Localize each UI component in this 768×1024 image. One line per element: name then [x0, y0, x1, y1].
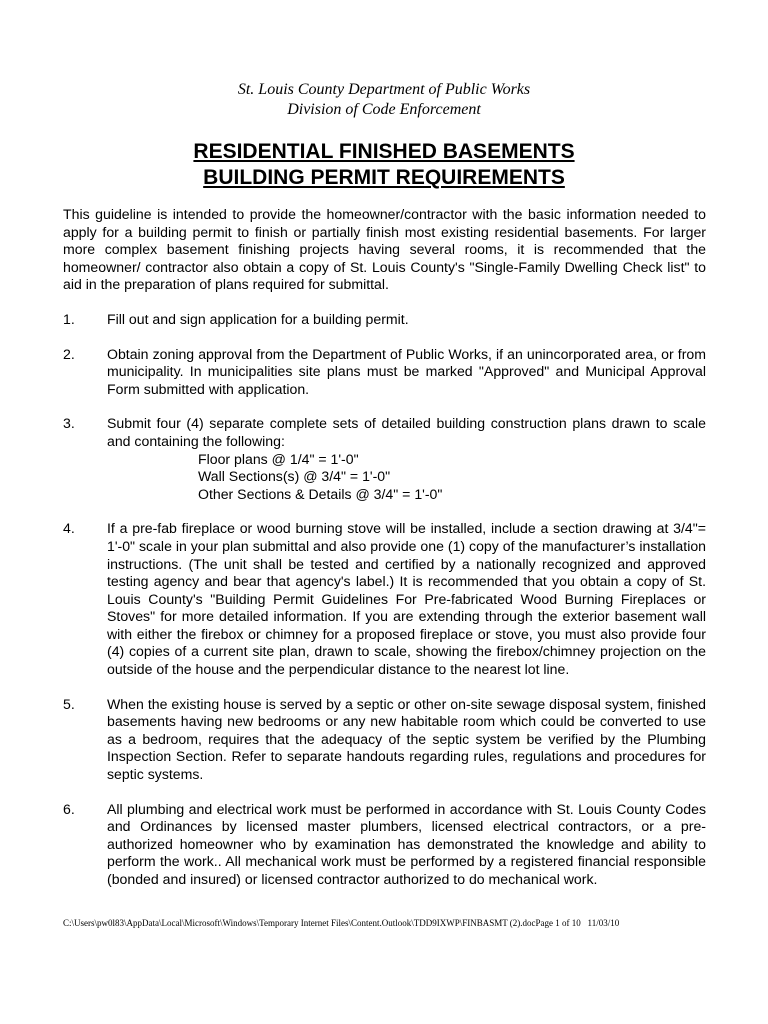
item-number: 2.	[63, 345, 75, 362]
requirement-item-5	[63, 696, 706, 784]
footer-date: 11/03/10	[587, 918, 620, 928]
document-title	[0, 139, 768, 191]
page-footer	[63, 918, 619, 928]
item-number: 6.	[63, 800, 75, 817]
intro-paragraph: This guideline is intended to provide the homeowner/contractor with the basic information needed to apply for a building permit to finish or partially finish most existing residential basements. For larger more complex basement finishing projects having several rooms, it is recommended that the homeowner/ contractor also obtain a copy of St. Louis County's "Single-Family Dwelling Check list" to aid in the preparation of plans required for submittal.	[63, 206, 706, 293]
item-text: Submit four (4) separate complete sets of detailed building construction plans drawn to scale and containing the following:	[107, 415, 706, 449]
item-number: 3.	[63, 415, 75, 432]
title-line-1: RESIDENTIAL FINISHED BASEMENTS	[193, 140, 575, 163]
item-text: If a pre-fab fireplace or wood burning stove will be installed, include a section drawing at 3/4"= 1'-0" scale in your plan submittal and also provide one (1) copy of the manufacturer’s installation instructions. (The unit shall be tested and certified by a nationally recognized and approved testing agency and bear that agency's label.) It is recommended that you obtain a copy of St. Louis County's "Building Permit Guidelines For Pre-fabricated Wood Burning Fireplaces or Stoves" for more detailed information. If you are extending through the exterior basement wall with either the firebox or chimney for a proposed fireplace or stove, you must also provide four (4) copies of a current site plan, drawn to scale, showing the firebox/chimney projection on the outside of the house and the perpendicular distance to the nearest lot line.	[107, 520, 706, 678]
scale-other-sections: Other Sections & Details @ 3/4" = 1'-0"	[198, 485, 443, 502]
item-text: All plumbing and electrical work must be performed in accordance with St. Louis County Codes and Ordinances by licensed master plumbers, licensed electrical contractors, or a pre-authorized homeowner who by examination has demonstrated the knowledge and ability to perform the work.. All mechanical work must be performed by a registered financial responsible (bonded and insured) or licensed contractor authorized to do mechanical work.	[107, 800, 706, 887]
title-line-2: BUILDING PERMIT REQUIREMENTS	[203, 166, 565, 189]
scale-floor-plans: Floor plans @ 1/4" = 1'-0"	[198, 450, 359, 467]
department-name: St. Louis County Department of Public Works	[237, 81, 531, 98]
item-number: 5.	[63, 695, 75, 712]
item-text: Obtain zoning approval from the Department of Public Works, if an unincorporated area, or from municipality. In municipalities site plans must be marked "Approved" and Municipal Approval Form submitted with application.	[107, 345, 706, 397]
requirement-item-1	[63, 311, 706, 329]
footer-file-path: C:\Users\pw0l83\AppData\Local\Microsoft\Windows\Temporary Internet Files\Content.Outlook\TDD9IXWP\FINBASMT (2).doc	[63, 918, 536, 928]
drawing-scales-list	[198, 451, 706, 504]
item-number: 4.	[63, 520, 75, 537]
item-number: 1.	[63, 310, 75, 327]
division-name: Division of Code Enforcement	[287, 101, 481, 118]
agency-header	[0, 80, 768, 120]
requirement-item-4	[63, 520, 706, 678]
item-text: Fill out and sign application for a building permit.	[107, 310, 409, 327]
item-content	[107, 415, 706, 503]
scale-wall-sections: Wall Sections(s) @ 3/4" = 1'-0"	[198, 468, 391, 485]
document-body	[63, 206, 706, 889]
footer-page-number: Page 1 of 10	[535, 918, 581, 928]
requirement-item-6	[63, 801, 706, 889]
requirement-item-2	[63, 346, 706, 399]
requirement-item-3	[63, 415, 706, 503]
item-text: When the existing house is served by a septic or other on-site sewage disposal system, finished basements having new bedrooms or any new habitable room which could be converted to use as a bedroom, requires that the adequacy of the septic system be verified by the Plumbing Inspection Section. Refer to separate handouts regarding rules, regulations and procedures for septic systems.	[107, 695, 706, 783]
